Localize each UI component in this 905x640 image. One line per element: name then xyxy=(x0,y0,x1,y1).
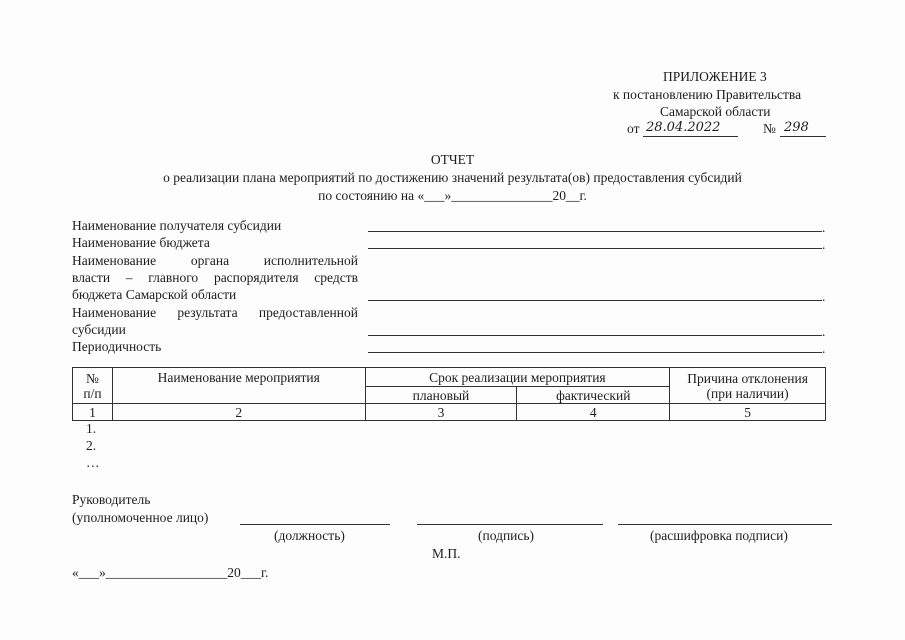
appendix-title: ПРИЛОЖЕНИЕ 3 xyxy=(663,69,767,84)
index-cell: 5 xyxy=(670,404,826,421)
col-number-header xyxy=(73,368,113,404)
col-term-actual: фактический xyxy=(517,387,670,404)
index-cell: 2 xyxy=(112,404,365,421)
report-date-line: по состоянию на «___»_______________20__г. xyxy=(318,188,587,203)
authority-label-line1: Наименование органа исполнительной xyxy=(72,253,358,268)
date-underline xyxy=(643,136,738,137)
list-item: 2. xyxy=(86,438,97,453)
list-item: … xyxy=(86,455,100,470)
appendix-number: 298 xyxy=(784,120,809,135)
appendix-region: Самарской области xyxy=(660,104,771,119)
list-item: 1. xyxy=(86,421,97,436)
index-cell: 4 xyxy=(517,404,670,421)
report-title: ОТЧЕТ xyxy=(430,152,475,167)
table-index-row xyxy=(73,404,826,421)
col-reason-header xyxy=(670,368,826,404)
recipient-label: Наименование получателя субсидии xyxy=(72,218,282,233)
signature-date: «___»__________________20___г. xyxy=(72,565,269,580)
result-line xyxy=(368,335,822,336)
appendix-date: 28.04.2022 xyxy=(646,120,721,135)
budget-line-end: . xyxy=(822,237,826,252)
head-label: Руководитель xyxy=(72,492,151,507)
stamp-label: М.П. xyxy=(432,546,461,561)
authority-label-line3: бюджета Самарской области xyxy=(72,287,237,302)
authorized-person-label: (уполномоченное лицо) xyxy=(72,510,209,525)
result-label-line2: субсидии xyxy=(72,322,126,337)
table-header-row xyxy=(73,368,826,387)
result-line-end: . xyxy=(822,324,826,339)
decoding-caption: (расшифровка подписи) xyxy=(650,528,788,543)
authority-line-end: . xyxy=(822,289,826,304)
col-activity-header: Наименование мероприятия xyxy=(112,368,365,404)
budget-line xyxy=(368,248,822,249)
appendix-number-prefix: № xyxy=(763,121,776,136)
periodicity-line-end: . xyxy=(822,341,826,356)
col-reason-line2: (при наличии) xyxy=(706,385,789,401)
appendix-decree: к постановлению Правительства xyxy=(613,87,802,102)
recipient-line xyxy=(368,231,822,232)
col-term-planned: плановый xyxy=(365,387,517,404)
col-reason-line1: Причина отклонения xyxy=(687,370,808,386)
position-caption: (должность) xyxy=(274,528,345,543)
signature-line xyxy=(417,524,603,525)
signature-caption: (подпись) xyxy=(478,528,535,543)
decoding-line xyxy=(618,524,832,525)
budget-label: Наименование бюджета xyxy=(72,235,210,250)
periodicity-line xyxy=(368,352,822,353)
index-cell: 1 xyxy=(73,404,113,421)
col-number-line2: п/п xyxy=(83,385,102,401)
recipient-line-end: . xyxy=(822,220,826,235)
number-underline xyxy=(780,136,826,137)
result-label-line1: Наименование результата предоставленной xyxy=(72,305,358,320)
report-subtitle: о реализации плана мероприятий по достижению значений результата(ов) предоставления субсидий xyxy=(163,170,742,185)
authority-line xyxy=(368,300,822,301)
index-cell: 3 xyxy=(365,404,517,421)
authority-label-line2: власти – главного распорядителя средств xyxy=(72,270,358,285)
col-term-header: Срок реализации мероприятия xyxy=(365,368,670,387)
appendix-date-prefix: от xyxy=(627,121,640,136)
col-number-line1: № xyxy=(86,370,99,386)
position-line xyxy=(240,524,390,525)
periodicity-label: Периодичность xyxy=(72,339,162,354)
activities-table xyxy=(72,367,826,421)
